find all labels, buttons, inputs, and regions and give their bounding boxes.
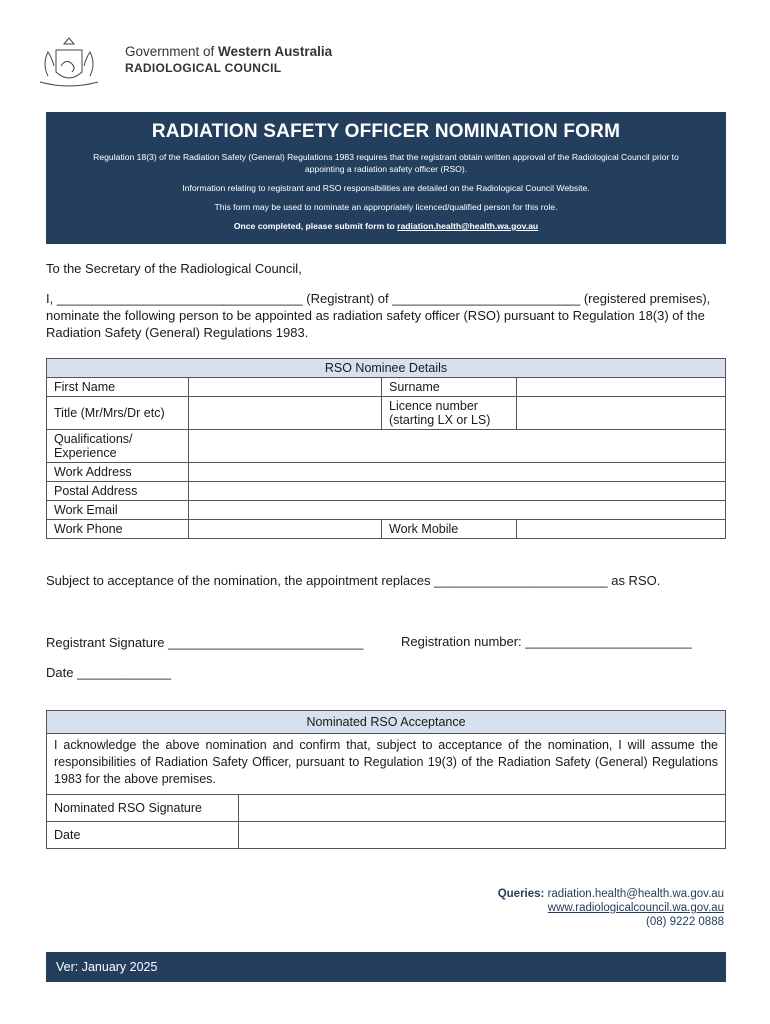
work-phone-label: Work Phone — [47, 520, 189, 539]
council-name: RADIOLOGICAL COUNCIL — [125, 61, 282, 75]
registrant-signature-line: Registrant Signature ___________________________ — [46, 635, 364, 650]
banner-usage-text: This form may be used to nominate an appropriately licenced/qualified person for this role. — [214, 202, 558, 212]
work-email-field[interactable] — [189, 501, 726, 520]
replacement-statement: Subject to acceptance of the nomination, the appointment replaces ________________________ as RSO. — [46, 573, 661, 588]
rso-signature-label: Nominated RSO Signature — [47, 795, 239, 822]
work-address-label: Work Address — [47, 463, 189, 482]
rso-date-label: Date — [47, 822, 239, 849]
first-name-field[interactable] — [189, 378, 382, 397]
website-link[interactable]: www.radiologicalcouncil.wa.gov.au — [547, 902, 724, 914]
acceptance-table-header: Nominated RSO Acceptance — [47, 711, 726, 734]
queries-phone: (08) 9222 0888 — [645, 916, 724, 928]
work-address-field[interactable] — [189, 463, 726, 482]
rso-acceptance-table — [46, 710, 726, 849]
nominee-details-table — [46, 358, 726, 539]
registration-number-line: Registration number: _______________________ — [401, 634, 692, 649]
work-mobile-label: Work Mobile — [382, 520, 517, 539]
licence-label: Licence number (starting LX or LS) — [382, 397, 517, 430]
form-title: RADIATION SAFETY OFFICER NOMINATION FORM — [151, 121, 621, 142]
form-banner — [46, 112, 726, 244]
queries-label: Queries: — [497, 888, 545, 900]
footer-bar — [46, 952, 726, 982]
government-header — [125, 44, 332, 75]
licence-field[interactable] — [517, 397, 726, 430]
qualifications-field[interactable] — [189, 430, 726, 463]
rso-date-field[interactable] — [239, 822, 726, 849]
first-name-label: First Name — [47, 378, 189, 397]
submit-email-link[interactable]: radiation.health@health.wa.gov.au — [397, 221, 539, 231]
banner-regulation-text: Regulation 18(3) of the Radiation Safety (General) Regulations 1983 requires that the registrant obtain written approval of the Radiological Council prior to appointing a radiation safety officer (RSO). — [93, 152, 679, 174]
date-line: Date _____________ — [46, 665, 172, 680]
nominee-table-header: RSO Nominee Details — [47, 359, 726, 378]
version-label: Ver: January 2025 — [56, 960, 158, 974]
postal-address-label: Postal Address — [47, 482, 189, 501]
work-mobile-field[interactable] — [517, 520, 726, 539]
nomination-paragraph: I, __________________________________ (Registrant) of __________________________ (registered premises), nominate the following person to be appointed as radiation safety officer (RSO) pursuant to Regulation 18(3) of the Radiation Safety (General) Regulations 1983. — [46, 291, 711, 340]
title-label: Title (Mr/Mrs/Dr etc) — [47, 397, 189, 430]
work-phone-field[interactable] — [189, 520, 382, 539]
greeting: To the Secretary of the Radiological Council, — [46, 261, 302, 276]
work-email-label: Work Email — [47, 501, 189, 520]
surname-label: Surname — [382, 378, 517, 397]
banner-info-text: Information relating to registrant and RSO responsibilities are detailed on the Radiological Council Website. — [182, 183, 590, 193]
government-name: Government of Western Australia — [125, 44, 333, 59]
surname-field[interactable] — [517, 378, 726, 397]
qualifications-label: Qualifications/ Experience — [47, 430, 189, 463]
postal-address-field[interactable] — [189, 482, 726, 501]
title-field[interactable] — [189, 397, 382, 430]
wa-coat-of-arms-icon — [34, 36, 104, 92]
banner-submit-text: Once completed, please submit form to radiation.health@health.wa.gov.au — [233, 221, 539, 231]
rso-signature-field[interactable] — [239, 795, 726, 822]
queries-contact — [498, 887, 724, 929]
queries-email[interactable]: radiation.health@health.wa.gov.au — [547, 888, 724, 900]
acceptance-statement: I acknowledge the above nomination and confirm that, subject to acceptance of the nomination, I will assume the responsibilities of Radiation Safety Officer, pursuant to Regulation 19(3) of the Radiation Safety (General) Regulations 1983 for the above premises. — [47, 734, 726, 795]
